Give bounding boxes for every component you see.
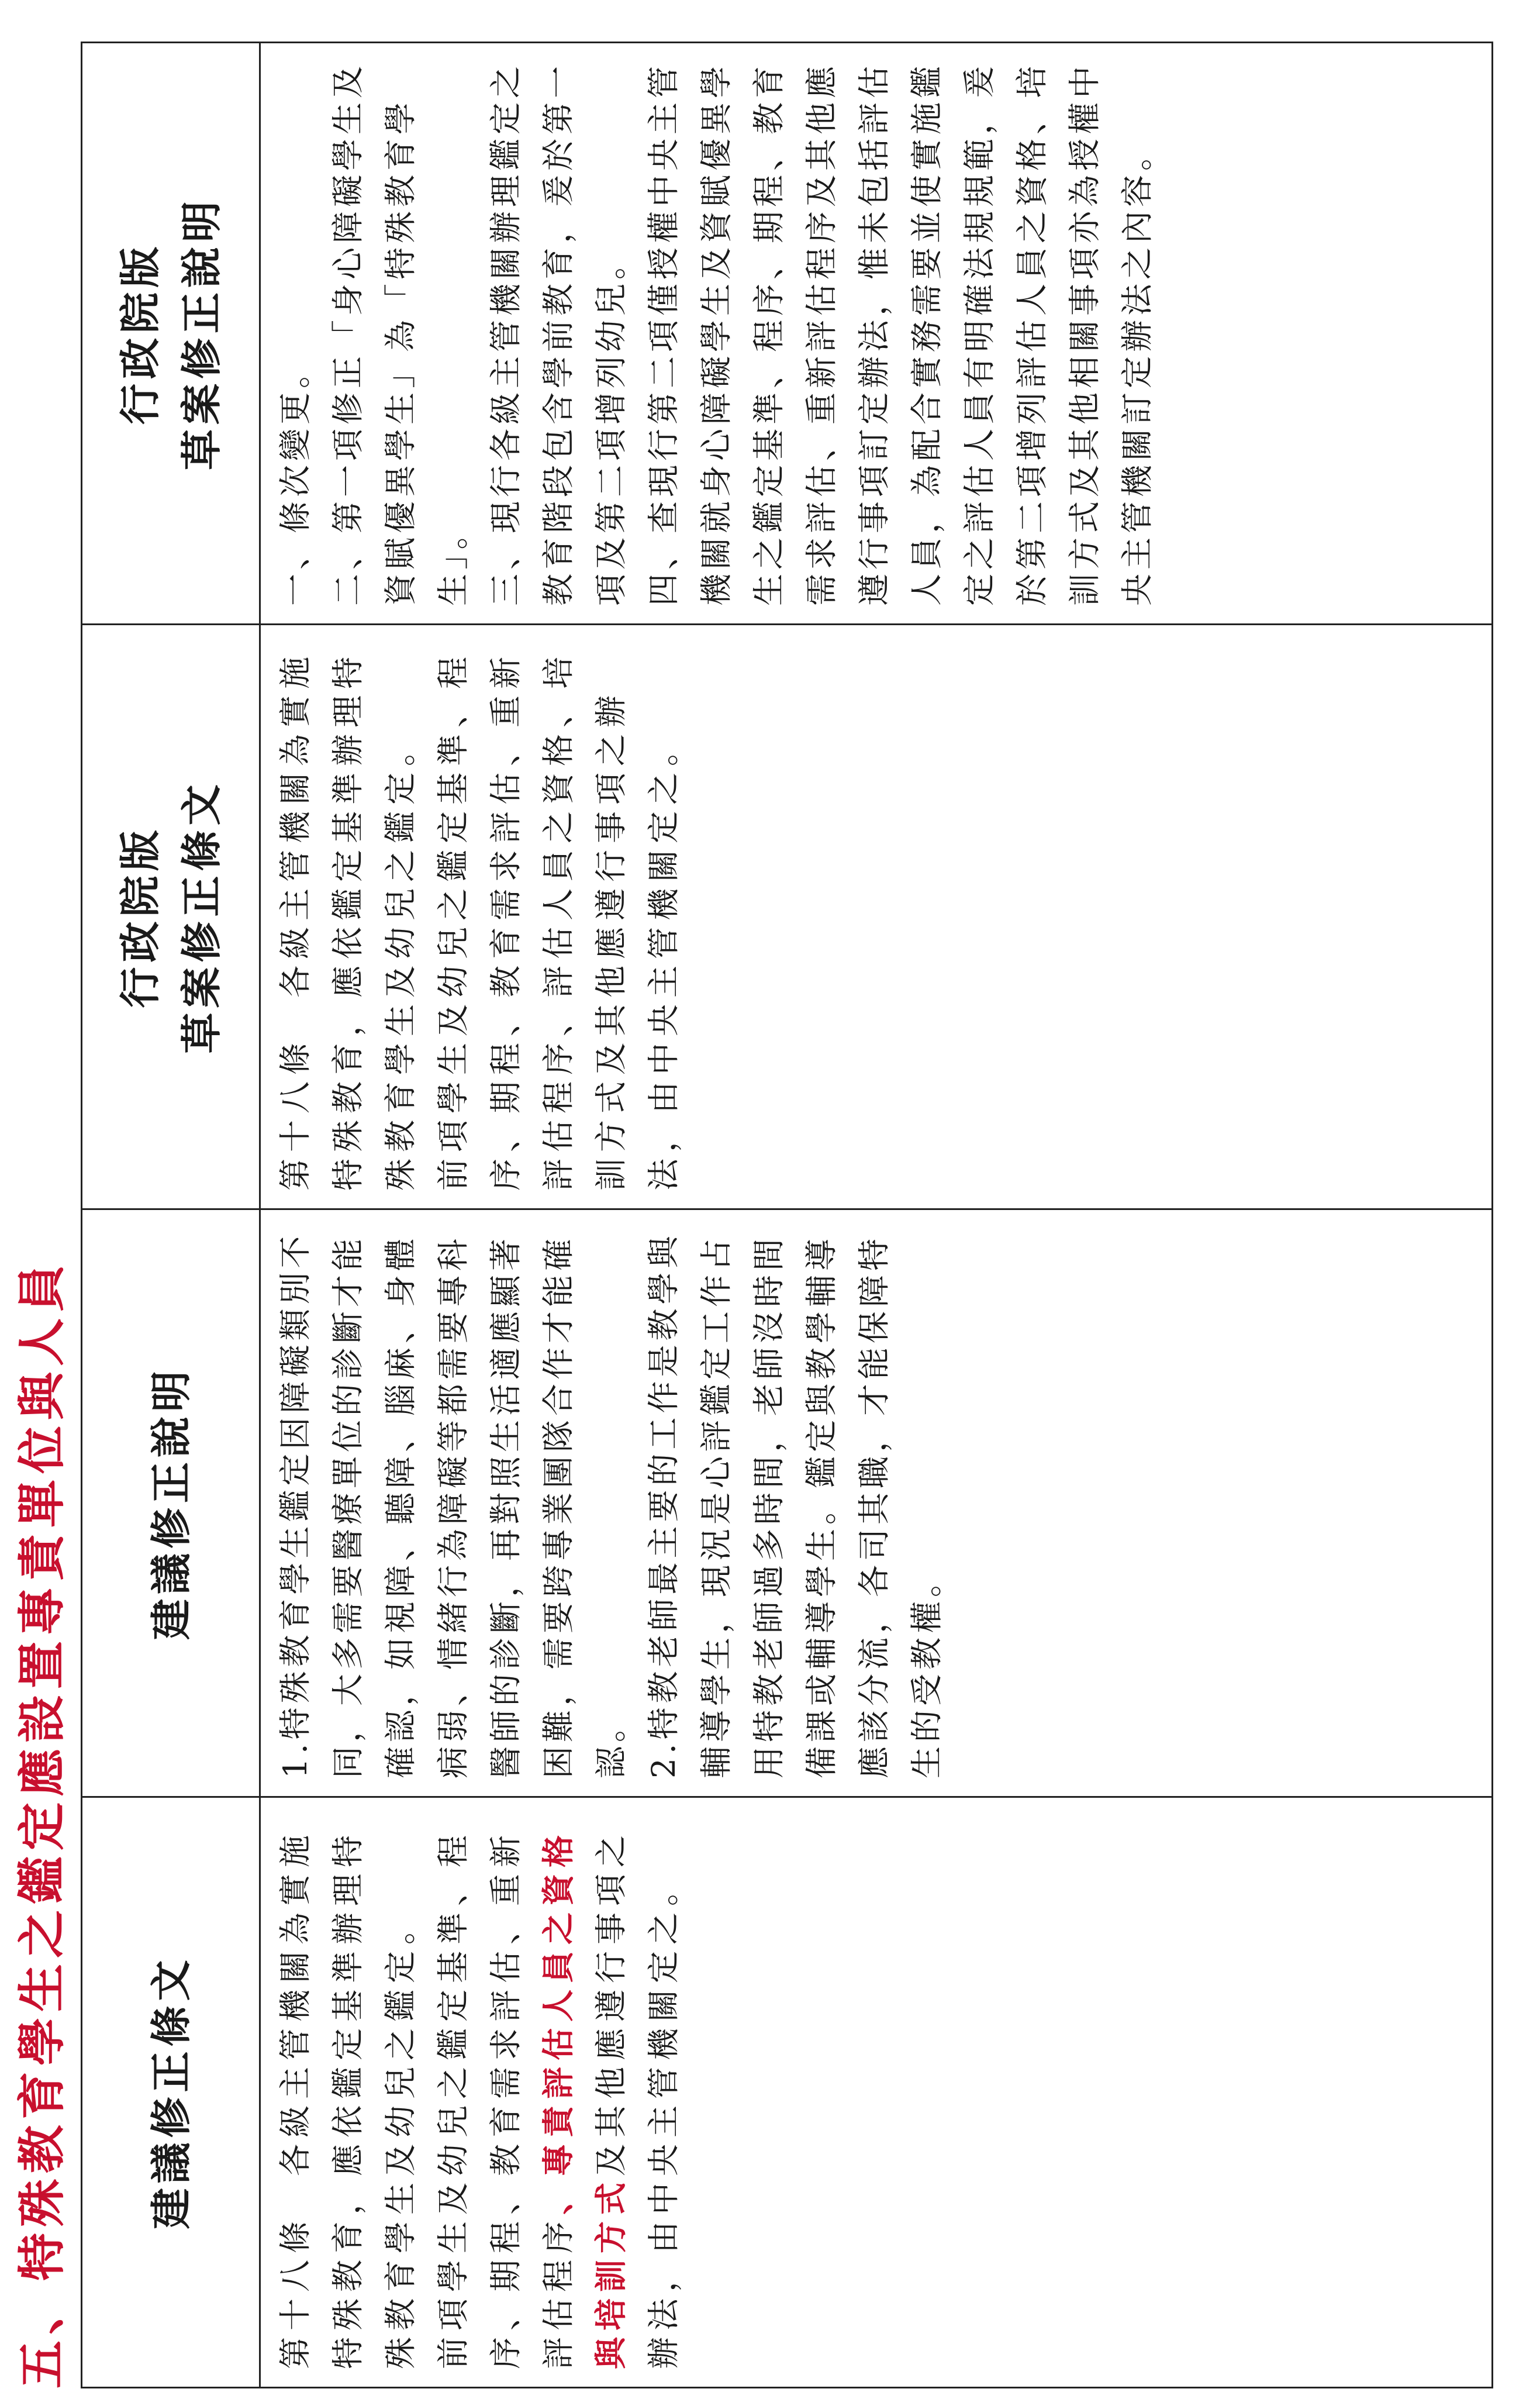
header-line: 行政院版 [116, 825, 164, 1008]
header-proposed-note [82, 1209, 260, 1797]
header-exec-text [82, 625, 260, 1209]
paragraph-text: 前項學生及幼兒之鑑定基準、程序、期程、教育需求評估、重新評估程序 [434, 1828, 577, 2369]
header-line: 草案修正說明 [177, 197, 226, 470]
note-item-1: 一、條次變更。 [277, 351, 314, 606]
header-exec-note [82, 43, 260, 625]
page-title: 五、特殊教育學生之鑑定應設置專責單位與人員 [13, 1258, 70, 2388]
header-proposed-text [82, 1797, 260, 2388]
note-item-4: 四、查現行第二項僅授權中央主管機關就身心障礙學生及資賦優異學生之鑑定基準、程序、期程、教育需求評估、重新評估程序及其他應遵行事項訂定辦法，惟未包括評估人員，為配合實務需要並使實施鑑定之評估人員有明確法規規範，爰於第二項增列評估人員之資格、培訓方式及其他相關事項亦為授權中央主管機關訂定辦法之內容。 [645, 61, 1156, 606]
comparison-table [81, 42, 1493, 2388]
cell-proposed-text [260, 1797, 1493, 2388]
header-line: 建議修正條文 [146, 1955, 195, 2229]
note-item-3: 三、現行各級主管機關辦理鑑定之教育階段包含學前教育，爰於第一項及第二項增列幼兒。 [487, 61, 630, 606]
header-line: 草案修正條文 [177, 780, 226, 1054]
cell-proposed-note [260, 1209, 1493, 1797]
article-paragraph-1: 第十八條 各級主管機關為實施特殊教育，應依鑑定基準辦理特殊教育學生及幼兒之鑑定。 [277, 1828, 419, 2369]
header-row [82, 43, 260, 2388]
content-row [260, 43, 1493, 2388]
article-paragraph-1: 第十八條 各級主管機關為實施特殊教育，應依鑑定基準辦理特殊教育學生及幼兒之鑑定。 [277, 650, 419, 1191]
note-item-2: 2.特教老師最主要的工作是教學與輔導學生，現況是心評鑑定工作占用特教老師過多時間，老師沒時間備課或輔導學生。鑑定與教學輔導應該分流，各司其職，才能保障特生的受教權。 [645, 1232, 945, 1778]
note-item-2: 二、第一項修正「身心障礙學生及資賦優異學生」為「特殊教育學生」。 [329, 61, 472, 606]
article-paragraph-2: 前項學生及幼兒之鑑定基準、程序、期程、教育需求評估、重新評估程序、評估人員之資格、培訓方式及其他應遵行事項之辦法，由中央主管機關定之。 [434, 650, 682, 1191]
header-line: 建議修正說明 [146, 1366, 195, 1640]
highlighted-amendment: 、專責評估人員之資格與培訓方式 [539, 1828, 630, 2369]
cell-exec-text [260, 625, 1493, 1209]
header-line: 行政院版 [116, 242, 164, 425]
paragraph-text: 及其他應遵行事項之辦法，由中央主管機關定之。 [592, 1828, 682, 2369]
note-item-1: 1.特殊教育學生鑑定因障礙類別不同，大多需要醫療單位的診斷才能確認，如視障、聽障、腦麻、身體病弱、情緒行為障礙等都需要專科醫師的診斷，再對照生活適應顯著困難，需要跨專業團隊合作才能確認。 [277, 1232, 630, 1778]
article-paragraph-2 [427, 1815, 690, 2369]
cell-exec-note [260, 43, 1493, 625]
